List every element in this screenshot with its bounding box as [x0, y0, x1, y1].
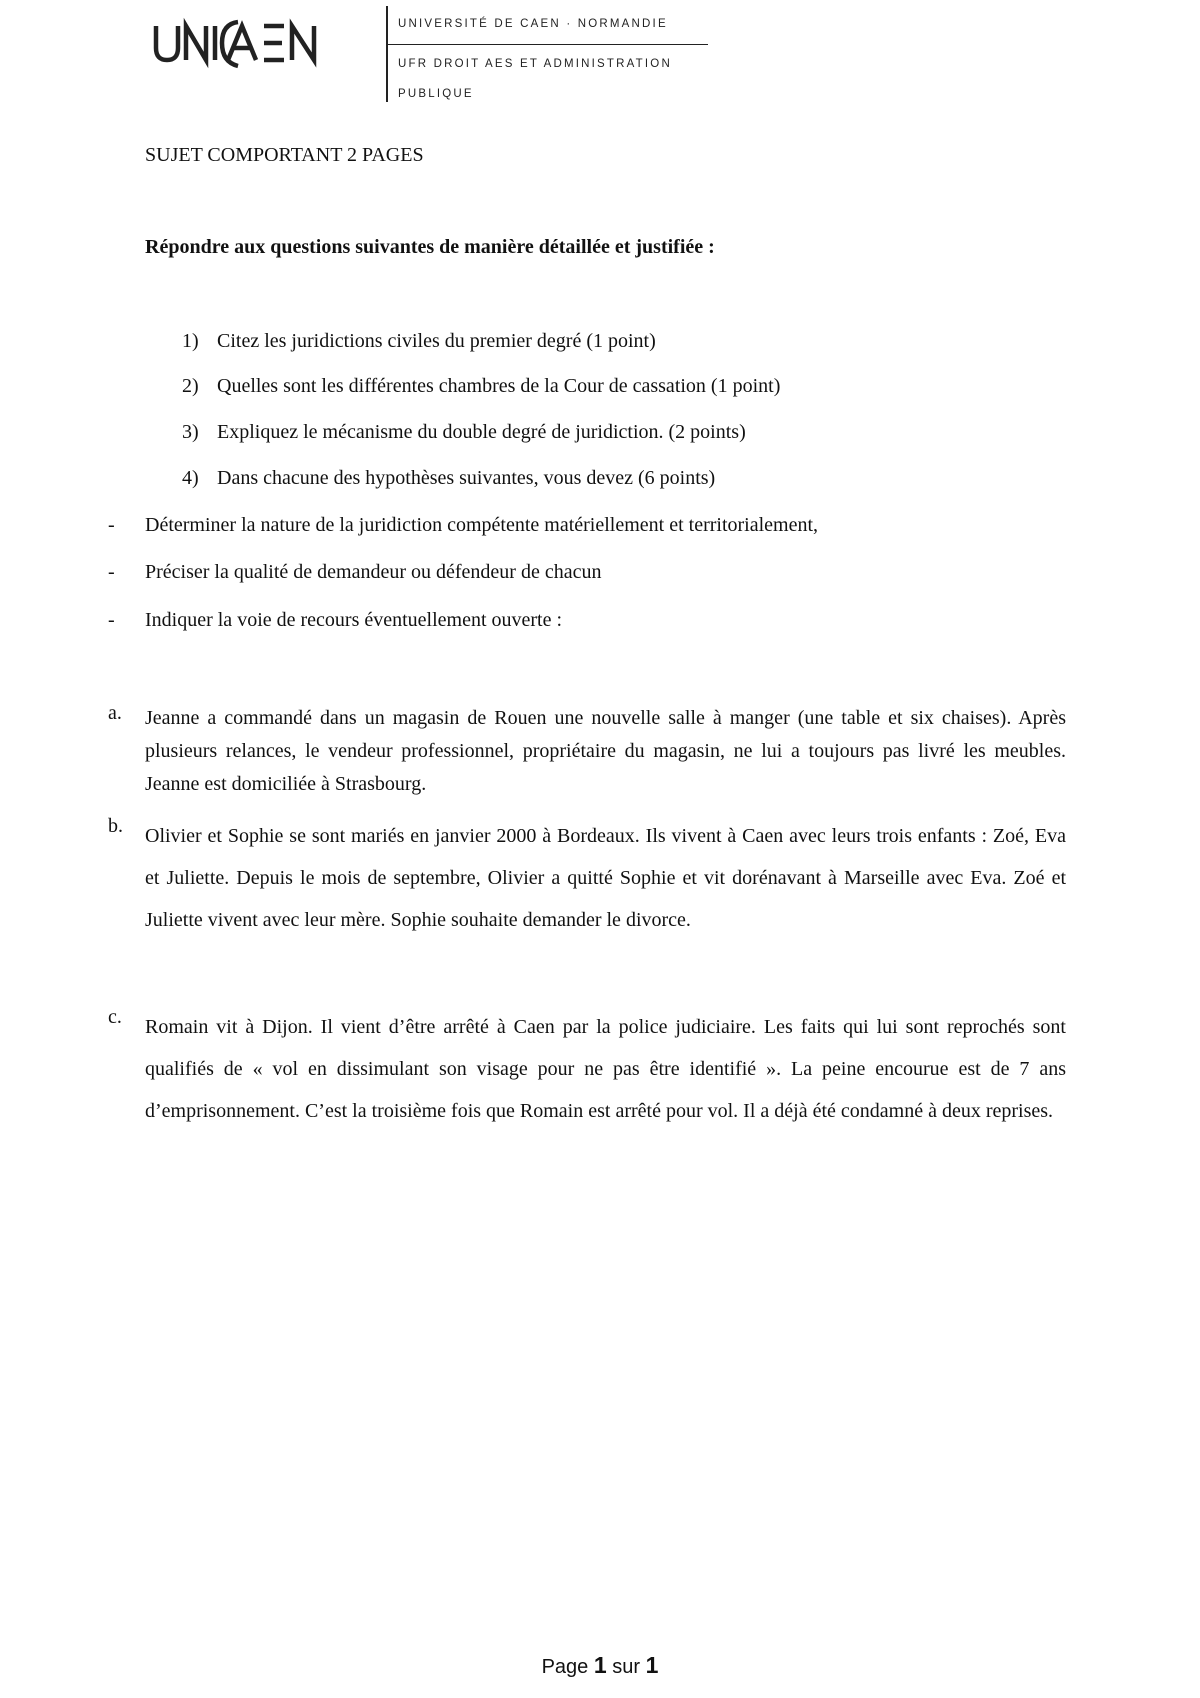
question-number: 4): [182, 467, 199, 489]
case-letter: c.: [108, 1006, 122, 1028]
university-name: UNIVERSITÉ DE CAEN · NORMANDIE: [398, 18, 668, 30]
question-text: Citez les juridictions civiles du premier degré (1 point): [217, 330, 656, 352]
question-text: Dans chacune des hypothèses suivantes, vous devez (6 points): [217, 467, 716, 489]
page-footer: [0, 1652, 1200, 1679]
case-item: [108, 815, 1066, 985]
document-title: SUJET COMPORTANT 2 PAGES: [145, 144, 424, 166]
question-number: 1): [182, 330, 199, 352]
case-item: [108, 1006, 1066, 1176]
bullet-text: Indiquer la voie de recours éventuellement ouverte :: [145, 609, 563, 631]
question-number: 3): [182, 421, 199, 443]
bullet-text: Préciser la qualité de demandeur ou défendeur de chacun: [145, 561, 602, 583]
header-vertical-rule: [386, 6, 388, 102]
sur-label: sur: [612, 1656, 641, 1678]
bullet-dash: -: [108, 609, 115, 631]
bullet-dash: -: [108, 561, 115, 583]
page-label: Page: [541, 1656, 589, 1678]
bullet-dash: -: [108, 514, 115, 536]
total-pages-number: 1: [645, 1652, 659, 1678]
unicaen-logo: [152, 16, 322, 74]
case-letter: b.: [108, 815, 123, 837]
current-page-number: 1: [593, 1652, 607, 1678]
faculty-line-1: UFR DROIT AES ET ADMINISTRATION: [398, 58, 672, 70]
header-horizontal-rule: [388, 44, 708, 45]
question-text: Expliquez le mécanisme du double degré de juridiction. (2 points): [217, 421, 746, 443]
case-letter: a.: [108, 702, 122, 724]
case-text: Olivier et Sophie se sont mariés en janvier 2000 à Bordeaux. Ils vivent à Caen avec leurs trois enfants : Zoé, Eva et Juliette. Depuis le mois de septembre, Olivier a quitté Sophie et vit dorénavant à Marseille avec Eva. Zoé et Juliette vivent avec leur mère. Sophie souhaite demander le divorce.: [145, 825, 1066, 931]
case-text: Jeanne a commandé dans un magasin de Rouen une nouvelle salle à manger (une table et six chaises). Après plusieurs relances, le vendeur professionnel, propriétaire du magasin, ne lui a toujours pas livré les meubles. Jeanne est domiciliée à Strasbourg.: [145, 707, 1066, 795]
case-text: Romain vit à Dijon. Il vient d’être arrêté à Caen par la police judiciaire. Les faits qui lui sont reprochés sont qualifiés de « vol en dissimulant son visage pour ne pas être identifié ». La peine encourue est de 7 ans d’emprisonnement. C’est la troisième fois que Romain est arrêté pour vol. Il a déjà été condamné à deux reprises.: [145, 1016, 1066, 1122]
faculty-line-2: PUBLIQUE: [398, 88, 474, 100]
case-item: [108, 702, 1066, 802]
question-number: 2): [182, 375, 199, 397]
question-text: Quelles sont les différentes chambres de la Cour de cassation (1 point): [217, 375, 781, 397]
bullet-text: Déterminer la nature de la juridiction compétente matériellement et territorialement,: [145, 514, 819, 536]
instruction-heading: Répondre aux questions suivantes de manière détaillée et justifiée :: [145, 236, 715, 258]
